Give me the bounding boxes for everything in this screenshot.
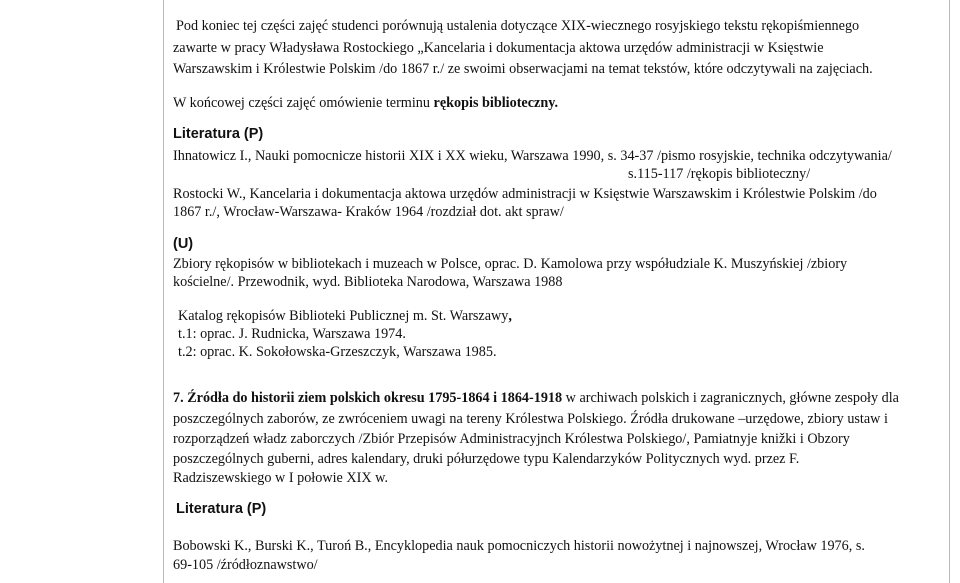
reference-ihnatowicz-1: Ihnatowicz I., Nauki pomocnicze historii XIX i XX wieku, Warszawa 1990, s. 34-37 /pismo rosyjskie, technika odczytywania/ <box>173 148 892 164</box>
term-paragraph <box>173 94 558 112</box>
section-7-line-3: rozporządzeń władz zaborczych /Zbiór Przepisów Administracyjnch Królestwa Polskiego/, Pamiatnyje knižki i Obzory <box>173 431 850 447</box>
catalog-line-2: t.1: oprac. J. Rudnicka, Warszawa 1974. <box>178 326 406 342</box>
reference-rostocki-1: Rostocki W., Kancelaria i dokumentacja aktowa urzędów administracji w Księstwie Warszawskim i Królestwie Polskim /do <box>173 186 877 202</box>
intro-line-3: Warszawskim i Królestwie Polskim /do 1867 r./ ze swoimi obserwacjami na temat tekstów, które odczytywali na zajęciach. <box>173 61 873 77</box>
u-heading: (U) <box>173 236 194 252</box>
section-7-line-5: Radziszewskiego w I połowie XIX w. <box>173 470 388 486</box>
reference-bobowski-1: Bobowski K., Burski K., Turoń B., Encyklopedia nauk pomocniczych historii nowożytnej i najnowszej, Wrocław 1976, s. <box>173 538 865 554</box>
catalog-line-1 <box>178 307 512 325</box>
section-7-title <box>173 389 899 407</box>
section-7-line-4: poszczególnych guberni, adres kalendary, druki półurzędowe typu Kalendarzyków Politycznych wyd. przez F. <box>173 451 800 467</box>
reference-bobowski-2: 69-105 /źródłoznawstwo/ <box>173 557 318 573</box>
section-7-title-rest: w archiwach polskich i zagranicznych, główne zespoły dla <box>562 390 899 406</box>
catalog-comma: , <box>508 308 512 324</box>
reference-zbiory-1: Zbiory rękopisów w bibliotekach i muzeach w Polsce, oprac. D. Kamolowa przy współudziale K. Muszyńskiej /zbiory <box>173 256 848 272</box>
catalog-title: Katalog rękopisów Biblioteki Publicznej m. St. Warszawy <box>178 308 509 324</box>
term-paragraph-text: W końcowej części zajęć omówienie terminu <box>173 95 434 111</box>
section-7-line-2: poszczególnych zaborów, ze zwróceniem uwagi na tereny Królestwa Polskiego. Źródła drukowane –urzędowe, zbiory ustaw i <box>173 411 888 427</box>
table-border-right <box>949 0 950 583</box>
reference-zbiory-2: kościelne/. Przewodnik, wyd. Biblioteka Narodowa, Warszawa 1988 <box>173 274 563 290</box>
section-7-bold-title: Źródła do historii ziem polskich okresu 1795-1864 i 1864-1918 <box>187 390 563 406</box>
literatura-heading-1: Literatura (P) <box>173 126 264 142</box>
intro-line-2: zawarte w pracy Władysława Rostockiego „Kancelaria i dokumentacja aktowa urzędów administracji w Księstwie <box>173 40 824 56</box>
literatura-heading-2: Literatura (P) <box>176 501 267 517</box>
catalog-line-3: t.2: oprac. K. Sokołowska-Grzeszczyk, Warszawa 1985. <box>178 344 497 360</box>
reference-rostocki-2: 1867 r./, Wrocław-Warszawa- Kraków 1964 /rozdział dot. akt spraw/ <box>173 204 564 220</box>
section-7-number: 7. <box>173 390 188 406</box>
term-bold: rękopis biblioteczny. <box>433 95 559 111</box>
intro-line-1: Pod koniec tej części zajęć studenci porównują ustalenia dotyczące XIX-wiecznego rosyjskiego tekstu rękopiśmiennego <box>176 18 860 34</box>
table-border-left <box>163 0 164 583</box>
reference-ihnatowicz-2: s.115-117 /rękopis biblioteczny/ <box>628 166 811 182</box>
